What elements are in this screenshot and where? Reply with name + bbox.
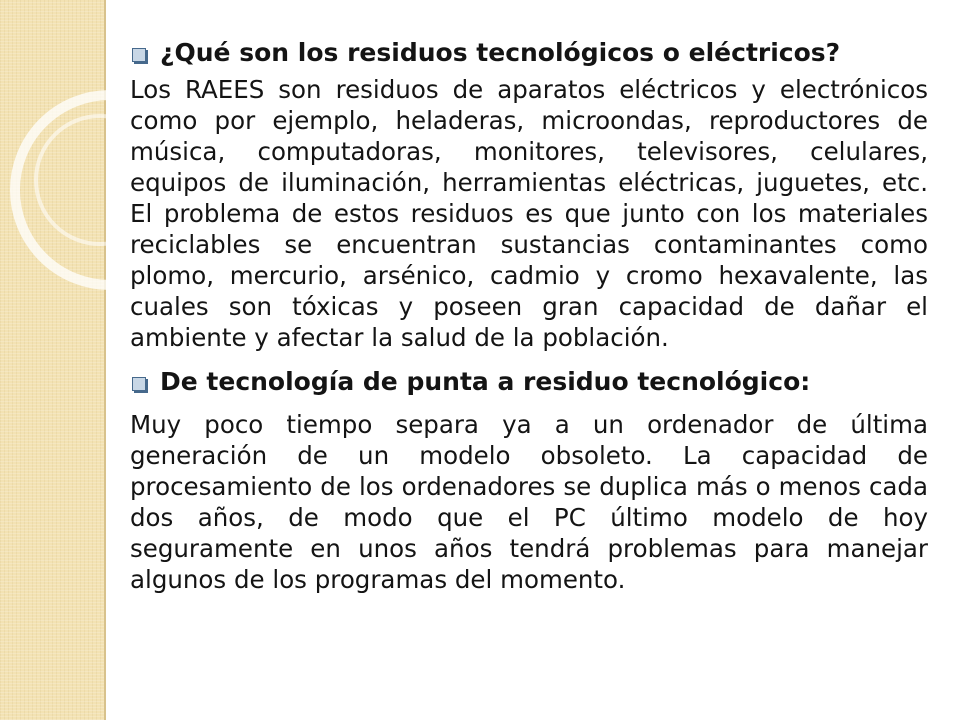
section-paragraph-2: Muy poco tiempo separa ya a un ordenador de última generación de un modelo obsoleto. La capacidad de procesamiento de los ordenadores se duplica más o menos cada dos años, de modo que el PC último modelo de hoy seguramente en unos años tendrá problemas para manejar algunos de los programas del momento. — [130, 410, 928, 594]
section-paragraph-1: Los RAEES son residuos de aparatos eléctricos y electrónicos como por ejemplo, heladeras, microondas, reproductores de música, computadoras, monitores, televisores, celulares, equipos de iluminación, herramientas eléctricas, juguetes, etc. El problema de estos residuos es que junto con los materiales reciclables se encuentran sustancias contaminantes como plomo, mercurio, arsénico, cadmio y cromo hexavalente, las cuales son tóxicas y poseen gran capacidad de dañar el ambiente y afectar la salud de la población. — [130, 75, 928, 352]
slide-content — [130, 38, 928, 595]
section-heading-1 — [130, 38, 928, 68]
section-heading-2 — [130, 367, 928, 397]
square-bullet-icon — [132, 48, 146, 62]
square-bullet-icon — [132, 377, 146, 391]
section-heading-2-text: De tecnología de punta a residuo tecnológico: — [160, 367, 811, 396]
section-heading-1-text: ¿Qué son los residuos tecnológicos o eléctricos? — [160, 38, 841, 67]
